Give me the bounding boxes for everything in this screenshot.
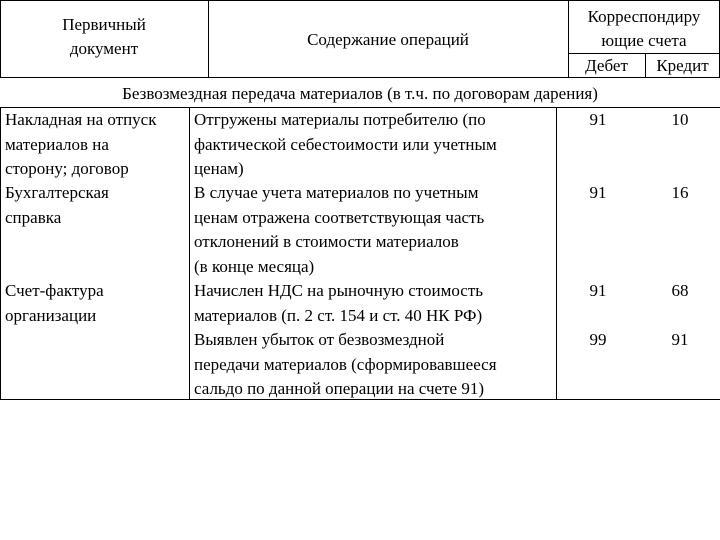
section-title: Безвозмездная передача материалов (в т.ч. по договорам дарения) bbox=[122, 84, 598, 103]
row-1-credit: 10 bbox=[671, 110, 689, 129]
header-debit: Дебет bbox=[585, 56, 628, 75]
row-2-document: Бухгалтерская справка bbox=[5, 183, 109, 227]
header-corresponding-accounts: Корреспондиру ющие счета bbox=[587, 7, 701, 50]
row-2-operation: В случае учета материалов по учетным ценам отражена соответствующая часть отклонений в стоимости материалов (в конце месяца) bbox=[194, 183, 485, 276]
body-border-left bbox=[0, 107, 1, 399]
body-col-divider-1 bbox=[189, 107, 190, 399]
header-credit: Кредит bbox=[656, 56, 709, 75]
table-border-top bbox=[0, 0, 720, 1]
row-3-debit: 91 bbox=[589, 281, 607, 300]
row-2-debit: 91 bbox=[589, 183, 607, 202]
row-1-document: Накладная на отпуск материалов на сторону; договор bbox=[5, 110, 157, 178]
row-4-debit: 99 bbox=[589, 330, 607, 349]
header-operations-content: Содержание операций bbox=[307, 30, 469, 49]
row-1-debit: 91 bbox=[589, 110, 607, 129]
body-col-divider-2 bbox=[556, 107, 557, 399]
row-3-credit: 68 bbox=[671, 281, 689, 300]
row-4-credit: 91 bbox=[671, 330, 689, 349]
row-3-operation: Начислен НДС на рыночную стоимость материалов (п. 2 ст. 154 и ст. 40 НК РФ) bbox=[194, 281, 483, 325]
row-4-operation: Выявлен убыток от безвозмездной передачи материалов (сформировавшееся сальдо по данной операции на счете 91) bbox=[194, 330, 497, 398]
row-3-document: Счет-фактура организации bbox=[5, 281, 104, 325]
header-primary-document: Первичный документ bbox=[62, 15, 146, 58]
row-2-credit: 16 bbox=[671, 183, 689, 202]
row-1-operation: Отгружены материалы потребителю (по фактической себестоимости или учетным ценам) bbox=[194, 110, 497, 178]
